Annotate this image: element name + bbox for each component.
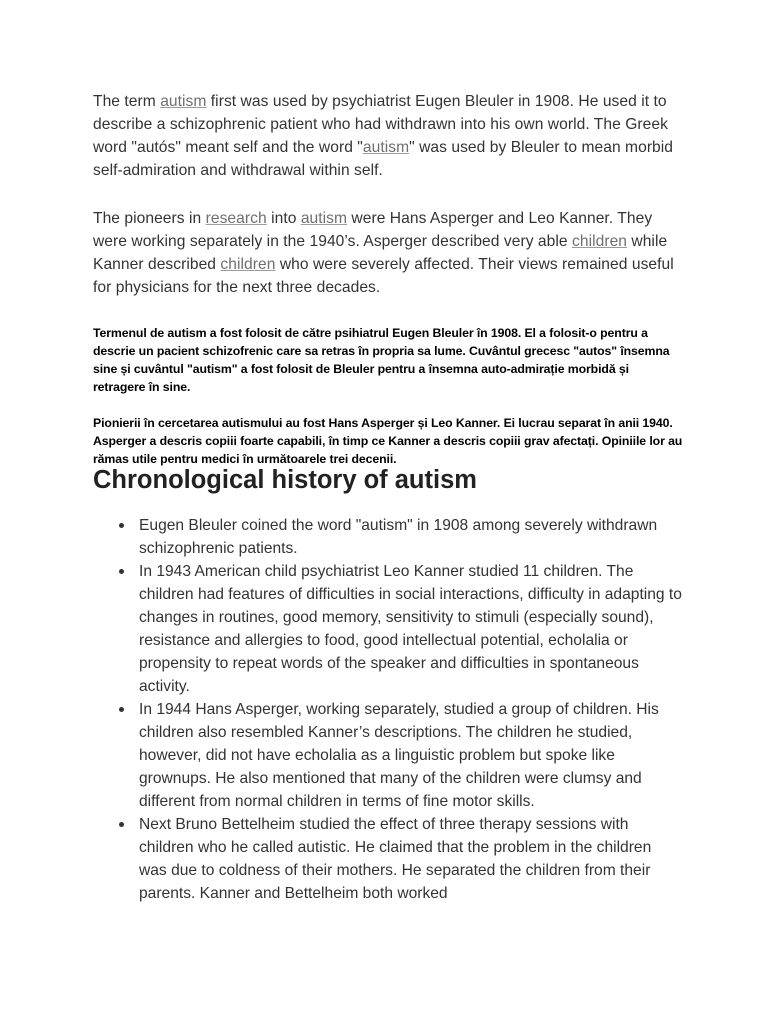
list-item — [93, 813, 683, 905]
bullet-list — [93, 514, 683, 905]
link-children[interactable]: children — [572, 233, 628, 250]
link-research[interactable]: research — [205, 210, 267, 227]
romanian-text: Termenul de autism a fost folosit de către psihiatrul Eugen Bleuler în 1908. El a folosit-o pentru a descrie un pacient schizofrenic care sa retras în propria sa lume. Cuvântul grecesc "autos" însemna sine și cuvântul "autism" a fost folosit de Bleuler pentru a însemna auto-admirație morbidă și retragere în sine. — [93, 326, 670, 394]
list-item-text: Next Bruno Bettelheim studied the effect of three therapy sessions with children who he called autistic. He claimed that the problem in the children was due to coldness of their mothers. He separated the children from their parents. Kanner and Bettelheim both worked — [139, 816, 652, 902]
list-item-text: In 1944 Hans Asperger, working separately, studied a group of children. His children also resembled Kanner’s descriptions. The children he studied, however, did not have echolalia as a linguistic problem but spoke like grownups. He also mentioned that many of the children were clumsy and different from normal children in terms of fine motor skills. — [139, 701, 659, 810]
text-run: into — [266, 210, 301, 227]
link-autism[interactable]: autism — [362, 139, 410, 156]
link-autism[interactable]: autism — [300, 210, 348, 227]
text-run: who were severely affected. Their views remained useful for physicians for the next three decades. — [93, 256, 674, 296]
list-item — [93, 698, 683, 813]
bullet-icon — [119, 707, 124, 712]
romanian-paragraph-1 — [93, 324, 683, 396]
romanian-text: Pionierii în cercetarea autismului au fost Hans Asperger și Leo Kanner. Ei lucrau separat în anii 1940. Asperger a descris copiii foarte capabili, în timp ce Kanner a descris copiii grav afectați. Opiniile lor au rămas utile pentru medici în următoarele trei decenii. — [93, 416, 683, 466]
romanian-paragraph-2 — [93, 414, 683, 468]
list-item-text: In 1943 American child psychiatrist Leo Kanner studied 11 children. The children had features of difficulties in social interactions, difficulty in adapting to changes in routines, good memory, sensitivity to stimuli (especially sound), resistance and allergies to food, good intellectual potential, echolalia or propensity to repeat words of the speaker and difficulties in spontaneous activity. — [139, 563, 682, 695]
list-item — [93, 560, 683, 698]
text-run: first was used by psychiatrist Eugen Bleuler in 1908. He used it to describe a schizophrenic patient who had withdrawn into his own world. The Greek word "autós" meant self and the word " — [93, 93, 668, 156]
section-heading: Chronological history of autism — [93, 466, 477, 494]
bullet-icon — [119, 822, 124, 827]
text-run: while Kanner described — [93, 233, 668, 273]
text-run: The term — [93, 93, 161, 110]
english-paragraph-2 — [93, 207, 683, 299]
bullet-icon — [119, 569, 124, 574]
link-children[interactable]: children — [220, 256, 276, 273]
list-item — [93, 514, 683, 560]
bullet-icon — [119, 523, 124, 528]
english-paragraph-1 — [93, 90, 683, 182]
text-run: were Hans Asperger and Leo Kanner. They were working separately in the 1940’s. Asperger described very able — [93, 210, 653, 250]
list-item-text: Eugen Bleuler coined the word "autism" in 1908 among severely withdrawn schizophrenic patients. — [139, 517, 658, 557]
text-run: The pioneers in — [93, 210, 206, 227]
link-autism[interactable]: autism — [160, 93, 207, 110]
text-run: " was used by Bleuler to mean morbid self-admiration and withdrawal within self. — [93, 139, 674, 179]
